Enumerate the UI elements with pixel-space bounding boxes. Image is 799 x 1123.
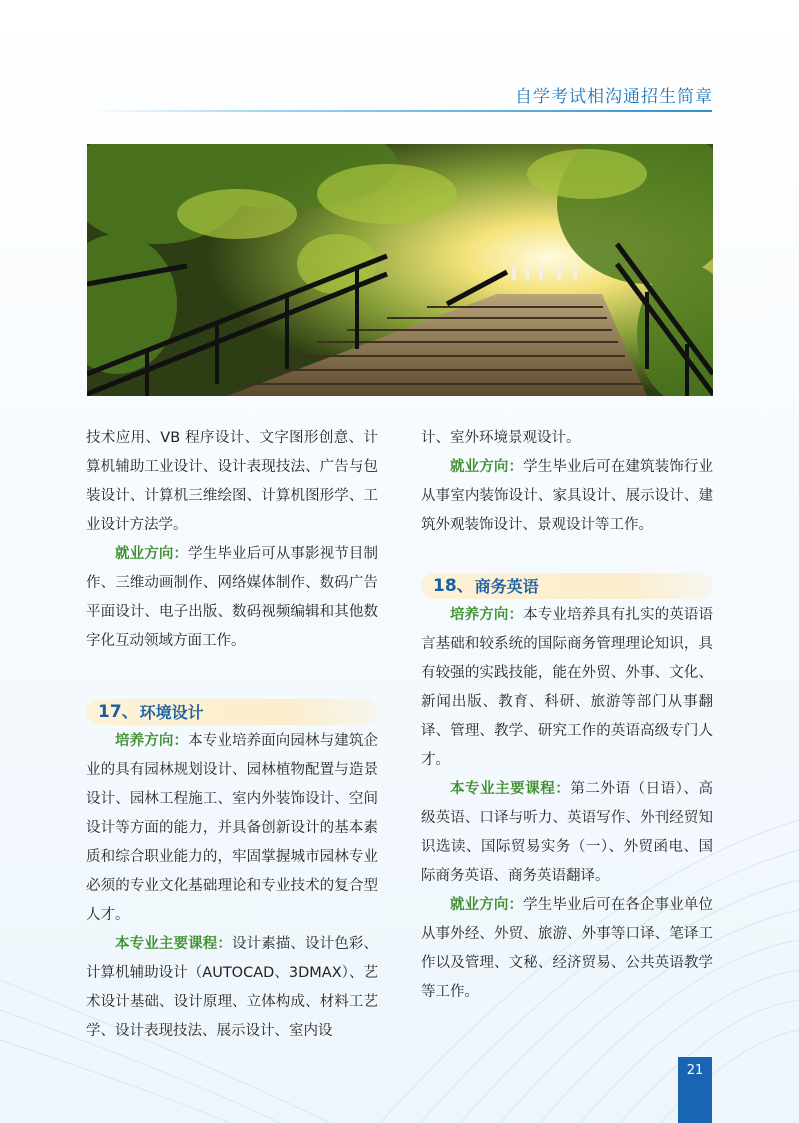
left-column xyxy=(86,424,378,1046)
page-number-tab xyxy=(678,1057,712,1123)
stairway-forest-photo xyxy=(87,144,713,396)
section-title: 环境设计 xyxy=(139,702,204,722)
text-employment: 学生毕业后可在各企事业单位从事外经、外贸、旅游、外事等口译、笔译工作以及管理、文秘、经济贸易、公共英语教学等工作。 xyxy=(421,897,714,1000)
header-divider xyxy=(90,110,712,112)
text-employment: 学生毕业后可从事影视节目制作、三维动画制作、网络媒体制作、数码广告平面设计、电子出版、数码视频编辑和其他数字化互动领域方面工作。 xyxy=(86,546,379,649)
text-training: 本专业培养具有扎实的英语语言基础和较系统的国际商务管理理论知识，具有较强的实践技能，能在外贸、外事、文化、新闻出版、教育、科研、旅游等部门从事翻译、管理、教学、研究工作的英语高级专门人才。 xyxy=(421,607,714,768)
text-courses: 设计素描、设计色彩、计算机辅助设计（AUTOCAD、3DMAX）、艺术设计基础、设计原理、立体构成、材料工艺学、设计表现技法、展示设计、室内设 xyxy=(86,936,379,1039)
right-column xyxy=(421,424,713,1007)
section-number: 18、 xyxy=(433,575,474,596)
text-courses: 第二外语（日语）、高级英语、口译与听力、英语写作、外刊经贸知识选读、国际贸易实务（一）、外贸函电、国际商务英语、商务英语翻译。 xyxy=(421,781,714,884)
text-employment: 学生毕业后可在建筑装饰行业从事室内装饰设计、家具设计、展示设计、建筑外观装饰设计、景观设计等工作。 xyxy=(421,459,714,533)
section-title: 商务英语 xyxy=(474,576,539,596)
label-employment: 就业方向： xyxy=(450,897,524,913)
label-employment: 就业方向： xyxy=(450,459,524,475)
right-paragraph-4 xyxy=(421,775,713,891)
right-paragraph-3 xyxy=(421,601,713,775)
left-paragraph-2 xyxy=(86,540,378,656)
label-training: 培养方向： xyxy=(450,607,524,623)
text-training: 本专业培养面向园林与建筑企业的具有园林规划设计、园林植物配置与造景设计、园林工程施工、室内外装饰设计、空间设计等方面的能力，并具备创新设计的基本素质和综合职业能力的，牢固掌握城市园林专业必须的专业文化基础理论和专业技术的复合型人才。 xyxy=(86,733,379,923)
section-heading-17 xyxy=(86,699,378,725)
label-training: 培养方向： xyxy=(115,733,189,749)
left-paragraph-1: 技术应用、VB 程序设计、文字图形创意、计算机辅助工业设计、设计表现技法、广告与包装设计、计算机三维绘图、计算机图形学、工业设计方法学。 xyxy=(86,430,378,533)
left-paragraph-4 xyxy=(86,930,378,1046)
right-paragraph-2 xyxy=(421,453,713,540)
header-title: 自学考试相沟通招生简章 xyxy=(515,87,713,107)
right-paragraph-1: 计、室外环境景观设计。 xyxy=(421,430,581,446)
left-paragraph-3 xyxy=(86,727,378,930)
label-courses: 本专业主要课程： xyxy=(115,936,232,952)
section-number: 17、 xyxy=(98,701,139,722)
page-number: 21 xyxy=(686,1063,704,1078)
section-heading-18 xyxy=(421,573,713,599)
right-paragraph-5 xyxy=(421,891,713,1007)
label-courses: 本专业主要课程： xyxy=(450,781,571,797)
label-employment: 就业方向： xyxy=(115,546,189,562)
